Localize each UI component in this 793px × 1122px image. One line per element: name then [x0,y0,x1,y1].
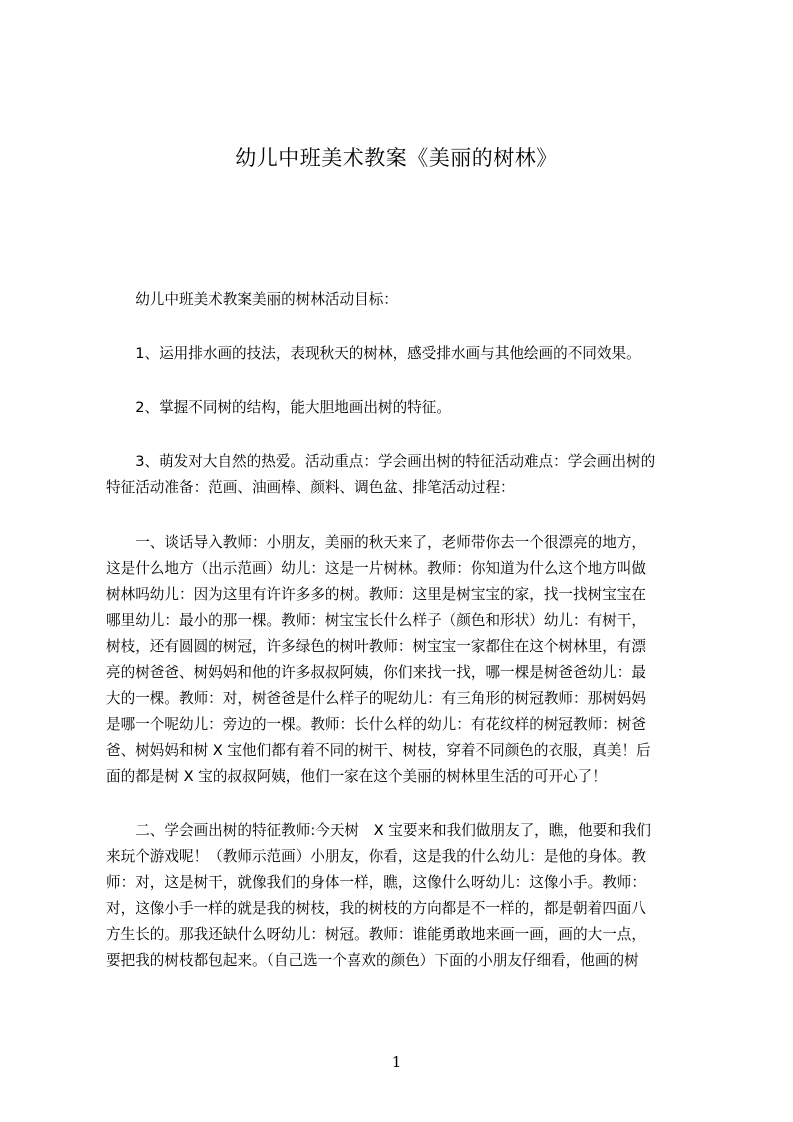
paragraph-activity-goals [106,287,690,313]
text-line: 二、学会画出树的特征教师:今天树 X 宝要来和我们做朋友了，瞧，他要和我们 [106,822,651,839]
text-line: 亮的树爸爸、树妈妈和他的许多叔叔阿姨，你们来找一找，哪一棵是树爸爸幼儿：最 [106,664,646,681]
paragraph-goal-1 [106,341,690,367]
text-line: 幼儿中班美术教案美丽的树林活动目标： [106,291,398,308]
text-line: 3、萌发对大自然的热爱。活动重点：学会画出树的特征活动难点：学会画出树的 [106,453,656,470]
text-line: 方生长的。那我还缺什么呀幼儿：树冠。教师：谁能勇敢地来画一画，画的大一点， [106,926,646,943]
text-line: 面的都是树 X 宝的叔叔阿姨，他们一家在这个美丽的树林里生活的可开心了！ [106,768,607,785]
paragraph-goal-2 [106,395,690,421]
paragraph-goal-3 [106,449,690,501]
text-line: 特征活动准备：范画、油画棒、颜料、调色盆、排笔活动过程： [106,479,515,496]
paragraph-section-2 [106,818,690,974]
text-line: 哪里幼儿：最小的那一棵。教师：树宝宝长什么样子（颜色和形状）幼儿：有树干， [106,612,646,629]
text-line: 师：对，这是树干，就像我们的身体一样，瞧，这像什么呀幼儿：这像小手。教师： [106,874,646,891]
text-line: 是哪一个呢幼儿：旁边的一棵。教师：长什么样的幼儿：有花纹样的树冠教师：树爸 [106,716,646,733]
text-line: 树林吗幼儿：因为这里有许许多多的树。教师：这里是树宝宝的家，找一找树宝宝在 [106,586,646,603]
text-line: 大的一棵。教师：对，树爸爸是什么样子的呢幼儿：有三角形的树冠教师：那树妈妈 [106,690,646,707]
text-line: 对，这像小手一样的就是我的树枝，我的树枝的方向都是不一样的，都是朝着四面八 [106,900,646,917]
text-line: 1、运用排水画的技法，表现秋天的树林，感受排水画与其他绘画的不同效果。 [106,345,641,362]
text-line: 爸、树妈妈和树 X 宝他们都有着不同的树干、树枝，穿着不同颜色的衣服，真美！后 [106,742,651,759]
text-line: 要把我的树枝都包起来。（自己选一个喜欢的颜色）下面的小朋友仔细看，他画的树 [106,952,639,969]
text-line: 这是什么地方（出示范画）幼儿：这是一片树林。教师：你知道为什么这个地方叫做 [106,560,646,577]
text-line: 来玩个游戏呢！（教师示范画）小朋友，你看，这是我的什么幼儿：是他的身体。教 [106,848,646,865]
text-line: 树枝，还有圆圆的树冠，许多绿色的树叶教师：树宝宝一家都住在这个树林里，有漂 [106,638,646,655]
paragraph-section-1 [106,530,690,790]
text-line: 2、掌握不同树的结构，能大胆地画出树的特征。 [106,399,451,416]
document-title: 幼儿中班美术教案《美丽的树林》 [235,146,558,170]
text-line: 一、谈话导入教师：小朋友，美丽的秋天来了，老师带你去一个很漂亮的地方， [106,534,646,551]
page-number: 1 [391,1053,402,1071]
